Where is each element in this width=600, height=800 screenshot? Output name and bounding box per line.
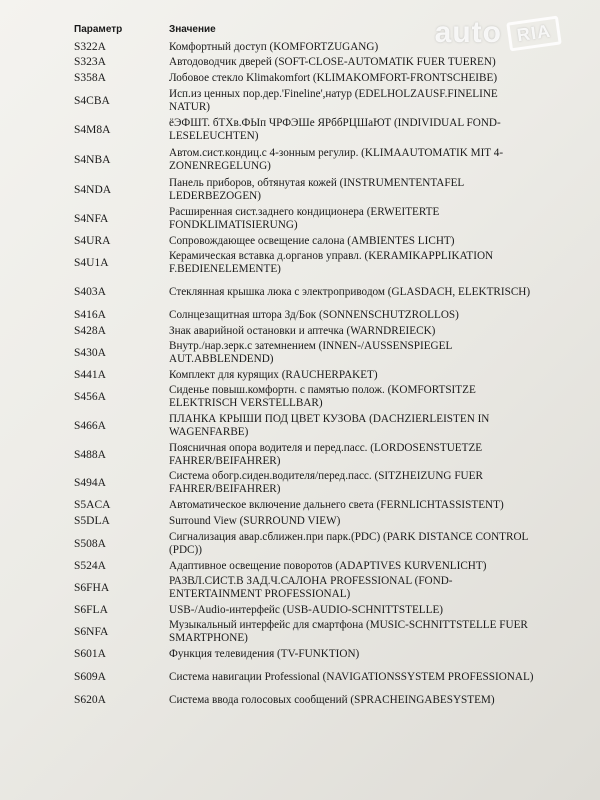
option-code: S4NFA — [74, 212, 109, 225]
table-row — [74, 145, 600, 175]
table-row — [74, 70, 600, 87]
table-row — [74, 513, 600, 530]
option-value: Адаптивное освещение поворотов (ADAPTIVES KURVENLICHT) — [169, 559, 487, 572]
option-code: S441A — [74, 368, 106, 381]
option-value: Автоматическое включение дальнего света (FERNLICHTASSISTENT) — [169, 498, 504, 511]
option-value: Внутр./нар.зерк.с затемнением (INNEN-/AUSSENSPIEGEL AUT.ABBLENDEND) — [169, 340, 452, 365]
option-code: S488A — [74, 448, 106, 461]
option-value: Лобовое стекло Klimakomfort (KLIMAKOMFORT-FRONTSCHEIBE) — [169, 72, 498, 84]
option-code: S6FHA — [74, 581, 110, 594]
option-value: ёЭФШТ. бТХв.ФЫп ЧРФЭШе ЯРббРЦШаЮТ (INDIVIDUAL FOND-LESELEUCHTEN) — [169, 117, 501, 142]
header-param: Параметр — [74, 24, 123, 35]
option-value: Солнцезащитная штора Зд/Бок (SONNENSCHUTZROLLOS) — [169, 308, 459, 321]
option-code: S323A — [74, 56, 106, 68]
option-code: S609A — [74, 670, 106, 683]
option-value: Знак аварийной остановки и аптечка (WARNDREIECK) — [169, 324, 436, 337]
option-value: USB-/Audio-интерфейс (USB-AUDIO-SCHNITTSTELLE) — [169, 603, 444, 616]
watermark-brand: auto — [434, 16, 502, 49]
option-code: S4CBA — [74, 94, 110, 107]
table-row — [74, 55, 600, 70]
option-code: S4NDA — [74, 183, 112, 196]
option-value: Сопровождающее освещение салона (AMBIENTES LICHT) — [169, 234, 455, 247]
table-row — [74, 558, 600, 574]
option-value: Автодоводчик дверей (SOFT-CLOSE-AUTOMATIK FUER TUEREN) — [169, 56, 496, 68]
table-row — [74, 87, 600, 115]
table-row — [74, 233, 600, 249]
option-value: Сигнализация авар.сближен.при парк.(PDC) (PARK DISTANCE CONTROL (PDC)) — [169, 531, 528, 556]
option-value: Система обогр.сиден.водителя/перед.пасс. (SITZHEIZUNG FUER FAHRER/BEIFAHRER) — [169, 470, 483, 495]
option-code: S456A — [74, 390, 106, 403]
option-code: S5ACA — [74, 498, 111, 511]
option-code: S403A — [74, 285, 106, 298]
option-code: S416A — [74, 308, 106, 321]
option-value: Surround View (SURROUND VIEW) — [169, 515, 341, 527]
option-code: S466A — [74, 419, 106, 432]
table-row — [74, 469, 600, 497]
table-header — [74, 24, 594, 35]
option-value: Функция телевидения (TV-FUNKTION) — [169, 648, 360, 660]
table-row — [74, 497, 600, 513]
table-row — [74, 383, 600, 411]
option-value: ПЛАНКА КРЫШИ ПОД ЦВЕТ КУЗОВА (DACHZIERLEISTEN IN WAGENFARBE) — [169, 413, 490, 438]
table-row — [74, 277, 600, 307]
option-code: S4URA — [74, 234, 111, 247]
option-value: РАЗВЛ.СИСТ.В ЗАД.Ч.САЛОНА PROFESSIONAL (FOND-ENTERTAINMENT PROFESSIONAL) — [169, 575, 453, 600]
table-row — [74, 646, 600, 663]
table-row — [74, 307, 600, 323]
table-row — [74, 367, 600, 383]
option-value: Музыкальный интерфейс для смартфона (MUSIC-SCHNITTSTELLE FUER SMARTPHONE) — [169, 619, 528, 644]
table-row — [74, 618, 600, 646]
option-value: Сиденье повыш.комфортн. с памятью полож. (KOMFORTSITZE ELEKTRISCH VERSTELLBAR) — [169, 384, 476, 409]
table-row — [74, 249, 600, 277]
option-code: S4M8A — [74, 123, 111, 136]
watermark-sub: RIA — [506, 15, 562, 51]
option-code: S4U1A — [74, 256, 109, 269]
option-code: S6FLA — [74, 603, 108, 616]
option-code: S6NFA — [74, 625, 109, 638]
table-row — [74, 691, 600, 709]
table-row — [74, 602, 600, 618]
option-code: S428A — [74, 324, 106, 337]
option-code: S620A — [74, 693, 106, 706]
option-code: S524A — [74, 559, 106, 572]
table-row — [74, 40, 600, 55]
option-value: Система ввода голосовых сообщений (SPRACHEINGABESYSTEM) — [169, 693, 495, 706]
option-value: Автом.сист.кондиц.с 4-зонным регулир. (KLIMAAUTOMATIK MIT 4-ZONENREGELUNG) — [169, 147, 504, 172]
table-row — [74, 339, 600, 367]
option-value: Исп.из ценных пор.дер.'Fineline',натур (EDELHOLZAUSF.FINELINE NATUR) — [169, 88, 498, 113]
option-value: Керамическая вставка д.органов управл. (KERAMIKAPPLIKATION F.BEDIENELEMENTE) — [169, 250, 494, 275]
option-value: Расширенная сист.заднего кондиционера (ERWEITERTE FONDKLIMATISIERUNG) — [169, 206, 440, 231]
table-row — [74, 175, 600, 205]
option-value: Комплект для курящих (RAUCHERPAKET) — [169, 368, 378, 381]
option-code: S430A — [74, 346, 106, 359]
table-row — [74, 205, 600, 233]
table-row — [74, 441, 600, 469]
option-code: S601A — [74, 648, 106, 660]
option-value: Поясничная опора водителя и перед.пасс. (LORDOSENSTUETZE FAHRER/BEIFAHRER) — [169, 442, 483, 467]
option-code: S5DLA — [74, 515, 110, 527]
option-code: S322A — [74, 41, 106, 53]
option-code: S494A — [74, 476, 106, 489]
table-row — [74, 530, 600, 558]
option-code: S508A — [74, 537, 106, 550]
option-value: Система навигации Professional (NAVIGATIONSSYSTEM PROFESSIONAL) — [169, 670, 534, 683]
table-row — [74, 323, 600, 339]
table-row — [74, 115, 600, 145]
option-code: S4NBA — [74, 153, 111, 166]
option-value: Стеклянная крышка люка с электроприводом (GLASDACH, ELEKTRISCH) — [169, 285, 531, 298]
table-row — [74, 663, 600, 691]
options-table — [74, 40, 600, 709]
option-value: Комфортный доступ (KOMFORTZUGANG) — [169, 41, 379, 53]
table-row — [74, 574, 600, 602]
table-row — [74, 411, 600, 441]
option-value: Панель приборов, обтянутая кожей (INSTRUMENTENTAFEL LEDERBEZOGEN) — [169, 177, 464, 202]
option-code: S358A — [74, 72, 106, 84]
header-value: Значение — [169, 24, 216, 35]
